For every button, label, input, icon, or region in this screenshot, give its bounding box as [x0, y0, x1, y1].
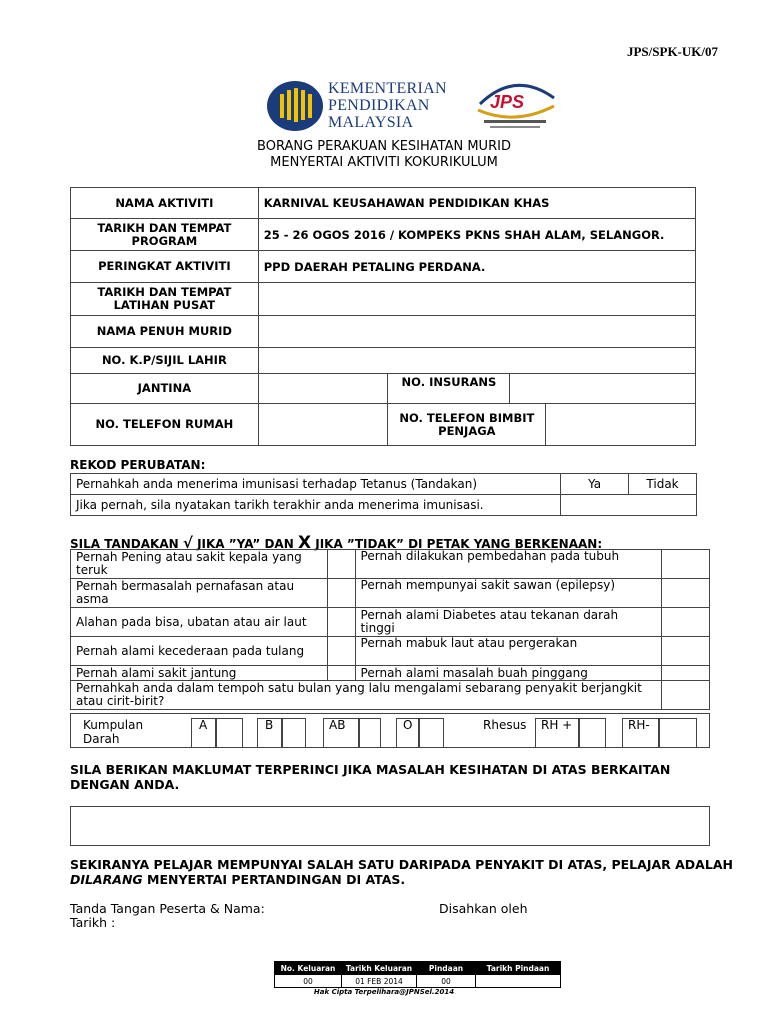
blood-ab-label: AB — [329, 718, 346, 732]
copyright-text: Hak Cipta Terpelihara@JPNSel.2014 — [313, 988, 455, 996]
document-code: JPS/SPK-UK/07 — [626, 44, 718, 59]
title-line-1: BORANG PERAKUAN KESIHATAN MURID — [257, 139, 511, 154]
form-title — [0, 139, 768, 171]
detail-info-field[interactable] — [70, 806, 710, 846]
imunisasi-date-field[interactable] — [561, 495, 697, 516]
condition-left-3: Alahan pada bisa, ubatan atau air laut — [71, 608, 328, 637]
condition-right-1: Pernah dilakukan pembedahan pada tubuh — [355, 550, 662, 579]
telefon-penjaga-label: NO. TELEFON BIMBIT PENJAGA — [388, 404, 546, 446]
footer-no-keluaran: 00 — [275, 975, 342, 988]
nama-aktiviti-value: KARNIVAL KEUSAHAWAN PENDIDIKAN KHAS — [258, 188, 695, 219]
detail-instruction: SILA BERIKAN MAKLUMAT TERPERINCI JIKA MASALAH KESIHATAN DI ATAS BERKAITAN DENGAN ANDA. — [70, 762, 671, 792]
blood-ab-checkbox[interactable] — [359, 718, 381, 748]
rekod-title: REKOD PERUBATAN: — [70, 458, 206, 472]
blood-group-label: Kumpulan Darah — [83, 718, 144, 746]
student-details-table — [70, 187, 696, 446]
peringkat-value: PPD DAERAH PETALING PERDANA. — [258, 251, 695, 283]
peringkat-label: PERINGKAT AKTIVITI — [71, 251, 259, 283]
footer-header-no-keluaran: No. Keluaran — [275, 962, 342, 975]
instruction-part-2: JIKA ”YA” DAN — [197, 537, 294, 551]
rh-positive-label: RH + — [541, 718, 573, 732]
jantina-field[interactable] — [258, 374, 388, 404]
cross-icon: X — [297, 533, 312, 553]
blood-b-checkbox[interactable] — [282, 718, 306, 748]
kp-field[interactable] — [258, 348, 695, 374]
condition-infectious: Pernahkah anda dalam tempoh satu bulan yang lalu mengalami sebarang penyakit berjangkit atau cirit-birit? — [71, 681, 662, 710]
rh-positive-checkbox[interactable] — [579, 718, 606, 748]
footer-tarikh-pindaan — [476, 975, 561, 988]
nama-aktiviti-label: NAMA AKTIVITI — [71, 188, 259, 219]
footer-header-pindaan: Pindaan — [417, 962, 476, 975]
tarikh-latihan-field[interactable] — [258, 283, 695, 316]
warning-text — [70, 857, 760, 887]
condition-left-4: Pernah alami kecederaan pada tulang — [71, 637, 328, 666]
tetanus-question: Pernahkah anda menerima imunisasi terhadap Tetanus (Tandakan) — [71, 474, 561, 495]
blood-a-label: A — [199, 718, 208, 732]
blood-b-label: B — [265, 718, 274, 732]
checkbox-left-2[interactable] — [327, 579, 355, 608]
checkbox-right-1[interactable] — [662, 550, 710, 579]
signature-peserta-label: Tanda Tangan Peserta & Nama: — [70, 901, 265, 916]
blood-a-checkbox[interactable] — [216, 718, 243, 748]
telefon-penjaga-field[interactable] — [546, 404, 696, 446]
tick-icon: √ — [182, 534, 193, 552]
insurans-label: NO. INSURANS — [388, 374, 510, 404]
jps-logo-text: JPS — [490, 92, 525, 112]
tarikh-latihan-label: TARIKH DAN TEMPAT LATIHAN PUSAT — [71, 283, 259, 316]
jps-logo-icon — [470, 76, 560, 134]
tidak-option[interactable]: Tidak — [629, 474, 697, 495]
condition-left-5: Pernah alami sakit jantung — [71, 666, 328, 681]
title-line-2: MENYERTAI AKTIVITI KOKURIKULUM — [270, 155, 498, 170]
condition-right-2: Pernah mempunyai sakit sawan (epilepsy) — [355, 579, 662, 608]
telefon-rumah-field[interactable] — [258, 404, 388, 446]
footer-header-tarikh-keluaran: Tarikh Keluaran — [342, 962, 417, 975]
condition-right-5: Pernah alami masalah buah pinggang — [355, 666, 662, 681]
checkbox-right-5[interactable] — [662, 666, 710, 681]
jantina-label: JANTINA — [71, 374, 259, 404]
checkbox-left-1[interactable] — [327, 550, 355, 579]
rekod-table — [70, 473, 697, 516]
checkbox-left-3[interactable] — [327, 608, 355, 637]
kpm-line-2: PENDIDIKAN — [328, 97, 430, 114]
blood-o-label: O — [403, 718, 413, 732]
footer-tarikh-keluaran: 01 FEB 2014 — [342, 975, 417, 988]
signature-disahkan-label: Disahkan oleh — [439, 901, 528, 916]
rh-negative-label: RH- — [628, 718, 650, 732]
checkbox-right-3[interactable] — [662, 608, 710, 637]
signature-tarikh-label: Tarikh : — [70, 915, 116, 930]
condition-left-2: Pernah bermasalah pernafasan atau asma — [71, 579, 328, 608]
warning-part-2: MENYERTAI PERTANDINGAN DI ATAS. — [147, 872, 406, 887]
condition-left-1: Pernah Pening atau sakit kepala yang teruk — [71, 550, 328, 579]
conditions-table — [70, 549, 710, 710]
footer-pindaan: 00 — [417, 975, 476, 988]
checkbox-right-4[interactable] — [662, 637, 710, 666]
document-control-table — [274, 961, 561, 988]
rhesus-label: Rhesus — [483, 718, 527, 732]
tarikh-program-value: 25 - 26 OGOS 2016 / KOMPEKS PKNS SHAH ALAM, SELANGOR. — [258, 219, 695, 251]
warning-dilarang: DILARANG — [70, 872, 143, 887]
condition-right-3: Pernah alami Diabetes atau tekanan darah tinggi — [355, 608, 662, 637]
kp-label: NO. K.P/SIJIL LAHIR — [71, 348, 259, 374]
kpm-line-3: MALAYSIA — [328, 114, 414, 131]
instruction-part-1: SILA TANDAKAN — [70, 537, 179, 551]
tarikh-program-label: TARIKH DAN TEMPAT PROGRAM — [71, 219, 259, 251]
blood-o-checkbox[interactable] — [419, 718, 444, 748]
nama-murid-label: NAMA PENUH MURID — [71, 316, 259, 348]
warning-part-1: SEKIRANYA PELAJAR MEMPUNYAI SALAH SATU DARIPADA PENYAKIT DI ATAS, PELAJAR ADALAH — [70, 857, 733, 872]
rh-negative-checkbox[interactable] — [659, 718, 697, 748]
checkbox-left-4[interactable] — [327, 637, 355, 666]
kpm-logo-icon — [266, 80, 324, 132]
footer-header-tarikh-pindaan: Tarikh Pindaan — [476, 962, 561, 975]
kpm-logo-text — [328, 80, 447, 131]
checkbox-infectious[interactable] — [662, 681, 710, 710]
instruction-part-3: JIKA ”TIDAK” DI PETAK YANG BERKENAAN: — [315, 537, 603, 551]
imunisasi-date-question: Jika pernah, sila nyatakan tarikh terakhir anda menerima imunisasi. — [71, 495, 561, 516]
checkbox-right-2[interactable] — [662, 579, 710, 608]
telefon-rumah-label: NO. TELEFON RUMAH — [71, 404, 259, 446]
insurans-field[interactable] — [510, 374, 696, 404]
checkbox-left-5[interactable] — [327, 666, 355, 681]
blood-group-row — [70, 713, 710, 748]
nama-murid-field[interactable] — [258, 316, 695, 348]
kpm-line-1: KEMENTERIAN — [328, 80, 447, 97]
condition-right-4: Pernah mabuk laut atau pergerakan — [355, 637, 662, 666]
ya-option[interactable]: Ya — [561, 474, 629, 495]
